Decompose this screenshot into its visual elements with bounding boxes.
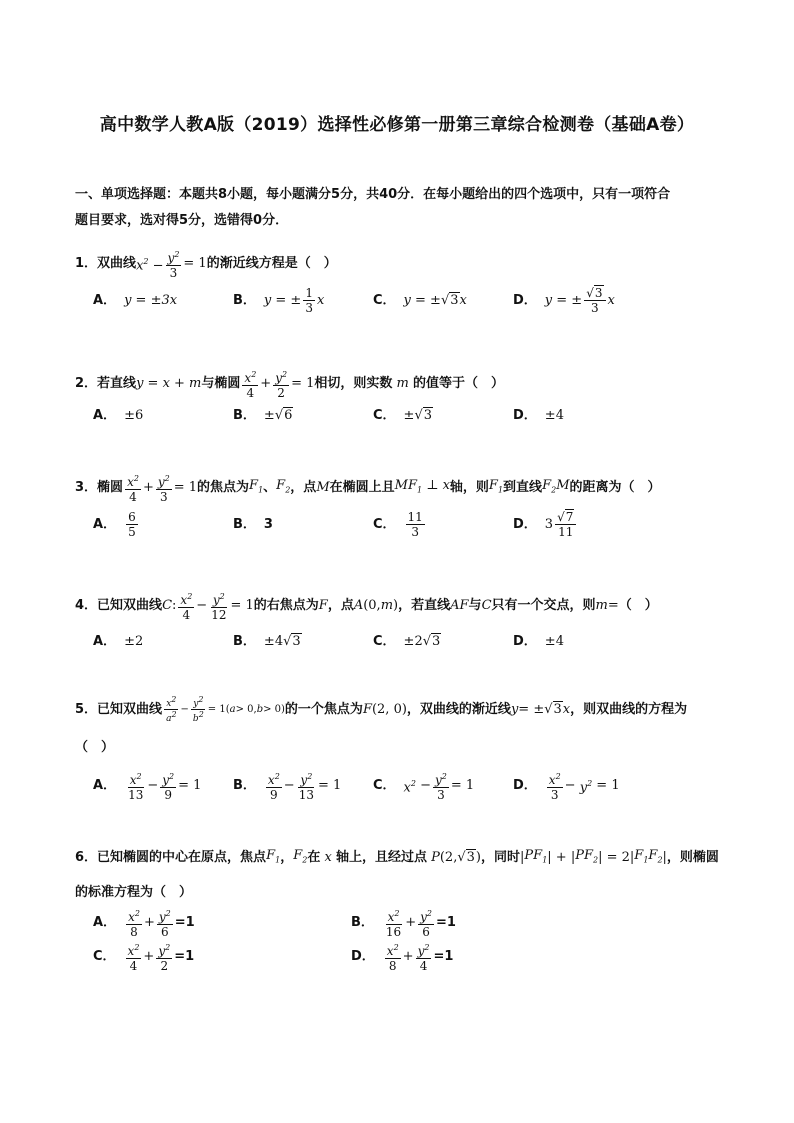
q2-option-b[interactable]: B． ± √6	[233, 408, 293, 423]
q4-option-d[interactable]: D． ±4	[513, 634, 564, 649]
q5-option-d[interactable]: D． $\frac{x^2}{3}$ − $y^2$ = 1	[513, 772, 620, 802]
q1-options	[75, 286, 735, 315]
q3-text-3: ，点	[290, 480, 317, 495]
q4-text-6: （ ）	[618, 598, 658, 613]
q4-pre: 已知双曲线	[97, 598, 163, 613]
q2-option-a[interactable]: A． ±6	[93, 408, 144, 423]
q6-text-3: 轴上，且经过点	[335, 850, 427, 866]
section-line-1: 一、单项选择题：本题共8小题，每小题满分5分，共40分．在每小题给出的四个选项中，只有一项符合	[75, 187, 671, 202]
q3-text-4: 在椭圆上且	[329, 480, 395, 495]
q5-option-b[interactable]: B． $\frac{x^2}{9}$ − $\frac{y^2}{13}$ = 1	[233, 772, 342, 802]
q4-number: 4．	[75, 598, 98, 613]
q6-number: 6．	[75, 850, 98, 866]
q3-option-a[interactable]: A． $\frac{6}{5}$	[93, 510, 136, 539]
q4-text-1: 的右焦点为	[253, 598, 319, 613]
q1-fraction: $\frac{y^2}{3}$	[167, 250, 180, 280]
question-6: 6． 已知椭圆的中心在原点，焦点 $F_1$ ， $F_2$ 在 x 轴上，且经过点 P (2, √3 ) ，同时 | $PF_1$ | + | $PF_2$ | = 2| $F_1F_2$ | ，则椭圆 的标准方程为（ ） A． $\frac{x^2}{8}$ + $\frac{y^2}{6}$ =1 B． $\frac{x^2}{16}$ + $\frac{y^2}{6}$ =1 C． $\frac{x^2}{4}$ + $\frac{y^2}{2}$ =1 D． $\frac{x^2}{8}$ + $\frac{y^2}{4}$ =1	[75, 846, 735, 973]
q6-option-b[interactable]: B． $\frac{x^2}{16}$ + $\frac{y^2}{6}$ =1	[351, 908, 456, 939]
q6-option-d[interactable]: D． $\frac{x^2}{8}$ + $\frac{y^2}{4}$ =1	[351, 942, 454, 973]
q2-number: 2．	[75, 376, 98, 391]
section-heading	[75, 182, 725, 234]
q1-option-a[interactable]: A． y = ±3x	[93, 292, 178, 308]
q6-text-5: ，则椭圆	[666, 850, 719, 866]
q4-text-2: ，点	[327, 598, 354, 613]
q2-post2: 的值等于（ ）	[412, 376, 504, 391]
q1-formula: $x^2$ −	[136, 256, 164, 274]
q4-option-a[interactable]: A． ±2	[93, 634, 144, 649]
q2-mid: 与椭圆	[201, 376, 241, 391]
q3-text-2: 、	[263, 480, 277, 495]
q4-text-5: 只有一个交点，则	[491, 598, 596, 613]
q5-text-1: 的一个焦点为	[284, 701, 363, 717]
q1-option-d[interactable]: D． y = ± $\frac{√3}{3}$ x	[513, 286, 615, 315]
q4-text-4: 与	[468, 598, 482, 613]
q3-option-d[interactable]: D． 3 $\frac{√7}{11}$	[513, 510, 653, 539]
q2-option-c[interactable]: C． ± √3	[373, 408, 433, 423]
q6-text-4: ，同时	[481, 850, 521, 866]
q6-text-1: ，	[280, 850, 294, 866]
q3-text-7: 的距离为（ ）	[569, 480, 661, 495]
q1-option-b[interactable]: B． y = ± $\frac{1}{3}$ x	[233, 286, 325, 315]
q6-line-2: 的标准方程为（ ）	[75, 884, 193, 900]
q3-option-c[interactable]: C． $\frac{11}{3}$	[373, 510, 423, 539]
q3-text-6: 到直线	[503, 480, 543, 495]
q3-text-5: 轴，则	[449, 480, 489, 495]
q4-option-b[interactable]: B． ±4 √3	[233, 634, 301, 649]
q6-option-c[interactable]: C． $\frac{x^2}{4}$ + $\frac{y^2}{2}$ =1	[93, 942, 195, 973]
q2-pre: 若直线	[97, 376, 137, 391]
q6-pre: 已知椭圆的中心在原点，焦点	[97, 850, 267, 866]
q5-option-a[interactable]: A． $\frac{x^2}{13}$ − $\frac{y^2}{9}$ = 1	[93, 772, 202, 802]
question-4: 4． 已知双曲线 C : $\frac{x^2}{4}$ − $\frac{y^2}{12}$ = 1 的右焦点为 F ，点 A (0, m ) ，若直线 AF 与 C 只有一个交点，则 m = （ ） A． ±2 B． ±4 √3 C． ±2 √3 D． ±4	[75, 590, 735, 652]
question-3: 3． 椭圆 $\frac{x^2}{4}$ + $\frac{y^2}{3}$ = 1 的焦点为 $F_1$ 、 $F_2$ ，点 M 在椭圆上且 $MF_1$ ⊥ x 轴，则 $F_1$ 到直线 $F_2M$ 的距离为（ ） A． $\frac{6}{5}$ B． 3 C． $\frac{11}{3}$ D． 3 $\frac{√7}{11}$	[75, 472, 735, 539]
q1-post: 的渐近线方程是（ ）	[206, 256, 337, 271]
question-5: 5． 已知双曲线 $\frac{x^2}{a^2}$ − $\frac{y^2}{b^2}$ = 1( a > 0, b > 0) 的一个焦点为 F (2, 0) ，双曲线的渐近线 y = ± √3 x ，则双曲线的方程为 （ ） A． $\frac{x^2}{13}$ − $\frac{y^2}{9}$ = 1 B． $\frac{x^2}{9}$ − $\frac{y^2}{13}$ = 1 C． $x^2$ − $\frac{y^2}{3}$ = 1 D． $\frac{x^2}{3}$ − $y^2$ = 1	[75, 695, 735, 802]
q1-option-c[interactable]: C． y = ± √3 x	[373, 292, 467, 308]
page-title: 高中数学人教A版（2019）选择性必修第一册第三章综合检测卷（基础A卷）	[99, 115, 695, 135]
q5-text-3: ，则双曲线的方程为	[570, 701, 688, 717]
q4-option-c[interactable]: C． ±2 √3	[373, 634, 441, 649]
section-line-2: 题目要求，选对得5分，选错得0分．	[75, 213, 289, 228]
q4-options	[75, 632, 735, 652]
q2-options	[75, 406, 735, 426]
q5-pre: 已知双曲线	[97, 701, 163, 717]
q5-option-c[interactable]: C． $x^2$ − $\frac{y^2}{3}$ = 1	[373, 772, 475, 802]
q5-number: 5．	[75, 701, 98, 717]
q5-options	[75, 770, 735, 802]
question-2: 2． 若直线 y = x + m 与椭圆 $\frac{x^2}{4}$ + $\frac{y^2}{2}$ = 1 相切，则实数 m 的值等于（ ） A． ±6 B． ± √6 C． ± √3 D． ±4	[75, 368, 735, 426]
q6-text-2: 在	[307, 850, 321, 866]
q3-pre: 椭圆	[97, 480, 124, 495]
q6-option-a[interactable]: A． $\frac{x^2}{8}$ + $\frac{y^2}{6}$ =1	[93, 908, 195, 939]
q3-number: 3．	[75, 480, 98, 495]
q2-option-d[interactable]: D． ±4	[513, 408, 564, 423]
q3-text-1: 的焦点为	[197, 480, 250, 495]
q4-text-3: ，若直线	[398, 598, 451, 613]
q1-number: 1．	[75, 256, 98, 271]
question-1: 1． 双曲线 $x^2$ − $\frac{y^2}{3}$ = 1 的渐近线方程是（ ） A． y = ±3x B． y = ± $\frac{1}{3}$ x C． y = ± √3 x D． y = ± $\frac{√3}{3}$ x	[75, 248, 735, 315]
q1-pre: 双曲线	[97, 256, 137, 271]
q2-post: 相切，则实数	[314, 376, 393, 391]
q3-option-b[interactable]: B． 3	[233, 516, 273, 532]
q5-line-2: （ ）	[75, 740, 115, 755]
q5-text-2: ，双曲线的渐近线	[406, 701, 511, 717]
q6-options	[75, 907, 735, 973]
q3-options	[75, 510, 735, 539]
